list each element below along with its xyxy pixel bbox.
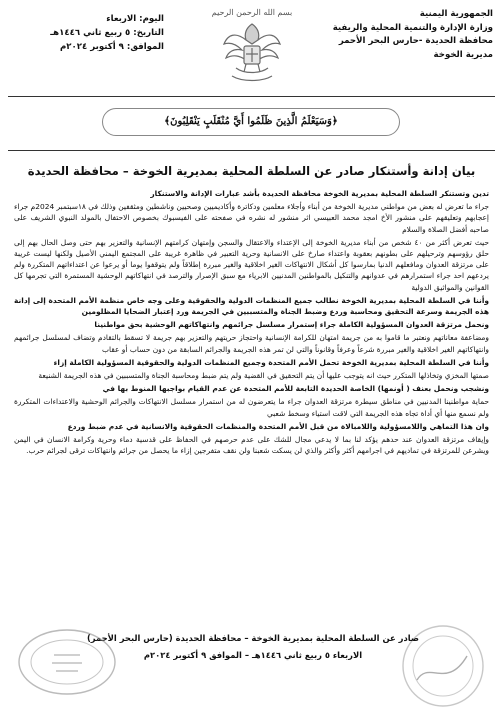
yemen-eagle-emblem-icon xyxy=(222,18,282,90)
paragraph: جراء ما تعرض له بعض من مواطني مديرية الخوخة من أبناء وأجلاء معلمين ودكاترة وأكاديميين وصحيين وناشطين ومثقفين وذلك في ١٨سبتمبر 2024م جراء إعجابهم وتعليقهم على منشور الأخ امجد محمد العبيسي اثر منشور له نشره في صفحته على الفيسبوك بخصوص الاحتفال بالمولد النبوي الشريف على صاحبه أفضل الصلاة والسلام xyxy=(14,202,490,234)
header-hijri-date: التاريخ: ٥ ربيع ثاني ١٤٤٦هـ xyxy=(50,28,164,38)
header-gregorian-date: الموافق: ٩ أكتوبر ٢٠٢٤م xyxy=(59,42,164,52)
official-seal-icon xyxy=(14,625,120,699)
divider xyxy=(8,96,495,97)
basmala: بسم الله الرحمن الرحيم xyxy=(211,8,293,17)
header-line: محافظة الحديدة -حارس البحر الأحمر xyxy=(338,36,493,46)
paragraph: صمتها المخزي وتخاذلها المتكرر حيث انه يتوجب عليها أن يتم التحقيق في القضية ولم يتم ضبط ومحاسبة الجناة والمتسببين في هذه الجريمة الشنيعة xyxy=(38,371,489,381)
letterhead-date xyxy=(14,12,164,54)
letterhead-authority xyxy=(323,8,493,62)
paragraph: حماية مواطنينا المدنيين في مناطق سيطرة مرتزقة العدوان جراء ما يتعرضون له من استمرار مسلسل الانتهاكات والجرائم الوحشية والاعتداءات المتكررة ولم نسمع منها أي أداة تجاه هذه الجريمة التي لاقت استياء وسخط شعبي xyxy=(14,397,489,418)
header-day: اليوم: الاربعاء xyxy=(106,14,164,24)
paragraph: وان هذا التماهي واللامسؤولية واللامبالاة من قبل الأمم المتحدة والمنظمات الحقوقية والانسانية في عدم ضبط وردع xyxy=(67,421,489,431)
issuer-line: صادر عن السلطة المحلية بمديرية الخوخة – محافظة الحديدة (حارس البحر الأحمر) xyxy=(86,633,419,643)
paragraph: وأننا في السلطة المحلية بمديرية الخوخة نطالب جميع المنظمات الدولية والحقوقية وعلى وجه خاص منظمة الأمم المتحدة إلى إدانة هذه الجريمة وسرعة التحقيق ومحاسبة وردع وضبط الجناة والمتسببين في الجريمة ورد إعتبار الضحايا المظلومين xyxy=(14,295,489,317)
paragraph: وأننا في السلطة المحلية بمديرية الخوخة تحمل الأمم المتحدة وجميع المنظمات الدولية والحقوقية المسؤولية الكاملة إزاء xyxy=(53,357,489,367)
statement-body xyxy=(14,188,489,458)
paragraph: ومضاعفة معاناتهم ونعتبر ما قاموا به من جريمة امتهان للكرامة الإنسانية واحتجاز حريتهم والتعزير بهم جريمة لا تسقط بالتقادم وتضاف لمسلسل جرائمهم وانتهاكاتهم الغير اخلاقية والغير مبررة شرعاً وعرفاً وقانوناً والتي لن تمر هذه الجريمة والجرائم السابقة من دون حساب أو عقاب xyxy=(14,333,489,354)
header-line: الجمهورية اليمنية xyxy=(419,9,493,19)
paragraph: ونحمل مرتزقة العدوان المسؤولية الكاملة جراء إستمرار مسلسل جرائمهم وانتهاكاتهم الوحشية بحق مواطنينا xyxy=(94,320,489,330)
header-line: مديرية الخوخة xyxy=(433,49,493,60)
paragraph: ونشجب ونحمل بعنف ( أونمها) الخاصة الحديدة التابعة للأمم المتحدة عن عدم القيام بواجبها المنوط بها في xyxy=(102,384,489,394)
header-line: وزارة الإدارة والتنمية المحلية والريفية xyxy=(332,22,493,33)
paragraph: وإيقاف مرتزقة العدوان عند حدهم يؤكد لنا بما لا يدعي مجال للشك على عدم حرصهم في الحفاظ على قدسية دماء وحرية وكرامة الانسان في اليمن ويشرعن للمرتزقة في تماديهم في اجرامهم أكثر وأكثر والذي لن يسكت شعبنا ولن نقف متفرجين إزاء ما يحصل من جرائم وانتهاكات ترقى لجرائم حرب. xyxy=(14,435,489,456)
statement-title: بيان إدانة وأستنكار صادر عن السلطة المحلية بمديرية الخوخة – محافظة الحديدة xyxy=(27,164,476,178)
emblem-block xyxy=(188,4,316,92)
divider xyxy=(8,150,495,151)
paragraph: تدين وتستنكر السلطة المحلية بمديرية الخوخة محافظة الحديدة بأشد عبارات الإدانة والاستنكار xyxy=(150,189,489,198)
paragraph: حيث تعرض أكثر من ٤٠ شخص من أبناء مديرية الخوخة إلى الإعتداء والاعتقال والسجن وإمتهان كرامتهم الإنسانية والتعزير بهم حتى وصل الحال بهم إلى حلق رؤوسهم وترحيلهم على بطونهم بعقوبة واعتداء صارخ على الانسانية وحرية التعبير في ظاهرة غريبة على المجتمع اليمني الأصيل ولكنها ليست غريبة على مرتزقة العدوان ومافعلهم الدنيا بمارسوا كل أشكال الانتهاكات الغير اخلاقية والغير مبررة إطلاقاً ولم يتوقفوا يوما أو يرعوا عن اعتداءاتهم المتكررة ولم يردعهم احد جراء استمرارهم في عدوانهم والتنكيل بالمواطنين المدنيين الابرياء مع سبق الإصرار والترصد في انتهاكاتهم الوحشية المستمرة التي تجرمها كل القوانين والمواثيق الدولية xyxy=(14,237,489,292)
quran-verse: ﴿وَسَيَعْلَمُ الَّذِينَ ظَلَمُوا أَيَّ مُنْقَلَبٍ يَنْقَلِبُونَ﴾ xyxy=(102,108,400,136)
signature-date: الاربعاء ٥ ربيع ثاني ١٤٤٦هـ – الموافق ٩ أكتوبر ٢٠٢٤م xyxy=(143,650,363,660)
